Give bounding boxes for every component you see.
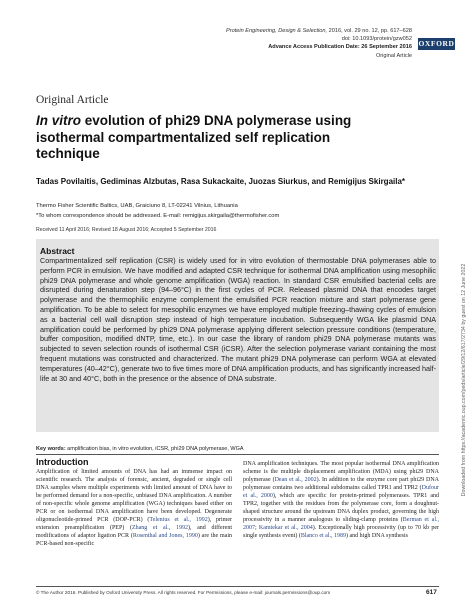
footer-divider xyxy=(36,586,439,587)
journal-volume: 2016, vol. 29 no. 12, pp. 617–628 xyxy=(327,28,412,34)
intro-text: ), and different modifications of adaptor ligation PCR ( xyxy=(36,525,232,539)
title-rest: evolution of phi29 DNA polymerase using isothermal compartmentalized self replication technique xyxy=(36,113,352,161)
download-watermark-text: Downloaded from https://academic.oup.com/peds/article/29/12/617/2734 by guest on 12 June 2022 xyxy=(461,263,467,497)
journal-citation xyxy=(150,27,412,35)
journal-header xyxy=(150,27,412,60)
doi-link[interactable]: doi: 10.1093/protein/gzw052 xyxy=(341,36,412,43)
page-number: 617 xyxy=(426,589,437,596)
advance-access-date: Advance Access Publication Date: 26 September 2016 xyxy=(268,44,412,51)
intro-text: ; xyxy=(255,525,259,531)
title-italic: In vitro xyxy=(36,113,82,128)
citation-link[interactable]: Dufour et al., 2000 xyxy=(243,485,439,499)
divider xyxy=(36,454,439,455)
intro-right-column xyxy=(243,460,439,580)
received-dates: Received 11 April 2016; Revised 18 August 2016; Accepted 5 September 2016 xyxy=(36,227,217,233)
section-label: Original Article xyxy=(36,94,109,106)
intro-text: Amplification of limited amounts of DNA has had an immense impact on scientific research. The analysis of forensic, ancient, degraded or single cell DNA samples where multiple experiments with limited amount of DNA have to be performed demand for a non-specific, unbiased DNA amplification. A number of non-specific whole genome amplification (WGA) techniques based either on PCR or on isothermal DNA amplification have been developed. Degenerate oligonucleotide-primed PCR (DOP-PCR) ( xyxy=(36,469,232,523)
article-type: Original Article xyxy=(375,52,412,59)
abstract-heading: Abstract xyxy=(40,246,75,256)
oxford-logo: OXFORD xyxy=(418,39,455,48)
introduction-heading: Introduction xyxy=(36,457,89,467)
author-list: Tadas Povilaitis, Gediminas Alzbutas, Rasa Sukackaite, Juozas Siurkus, and Remigijus Skirgaila* xyxy=(36,177,406,186)
citation-link[interactable]: Kamtekar et al., 2004 xyxy=(258,525,313,531)
intro-text: ). In addition to the enzyme core part phi29 DNA polymerase contains two additional subdomains called TPR1 and TPR2 ( xyxy=(243,477,439,491)
journal-name: Protein Engineering, Design & Selection, xyxy=(226,28,328,34)
intro-left-column xyxy=(36,468,232,580)
keywords-text: amplification bias, in vitro evolution, iCSR, phi29 DNA polymerase, WGA xyxy=(65,446,244,452)
citation-link[interactable]: Telenius et al., 1992 xyxy=(149,517,208,523)
correspondence-note: *To whom correspondence should be addressed. E-mail: remigijus.skirgaila@thermofisher.com xyxy=(36,213,280,219)
citation-link[interactable]: Rosenthal and Jones, 1990 xyxy=(132,533,198,539)
intro-text: ) are the main PCR-based non-specific xyxy=(36,533,232,547)
intro-text: DNA amplification techniques. The most popular isothermal DNA amplification scheme is the multiple displacement amplification (MDA) using phi29 DNA polymerase ( xyxy=(243,461,439,483)
intro-text: ), primer extension preamplification (PEP) ( xyxy=(36,517,232,531)
keywords-label: Key words: xyxy=(36,446,66,452)
abstract-body: Compartmentalized self replication (CSR) is widely used for in vitro evolution of thermostable DNA polymerases able to perform PCR in emulsion. We have modified and adapted CSR technique for isothermal DNA amplification using mesophilic phi29 DNA polymerase and whole genome amplification (WGA) reaction. In standard CSR emulsified bacterial cells are disrupted during denaturation step (94–96°C) in the first cycles of PCR. Released plasmid DNA that encodes target polymerase and the thermophilic enzyme complement the emulsified PCR reaction mixture and start polymerase gene amplification. To be able to select for mesophilic enzymes we have employed multiple freezing–thawing cycles of emulsion as a bacterial cell wall disruption step instead of high temperature incubation. Subsequently WGA like plasmid DNA amplification could be performed by phi29 DNA polymerase applying different selection pressure conditions (temperature, buffer composition, modified dNTP, time, etc.). In our case the library of random phi29 DNA polymerase mutants was subjected to seven selection rounds of isothermal CSR (iCSR). After the selection polymerase variant containing the most frequent mutations was constructed and characterized. The mutant phi29 DNA polymerase can perform WGA at elevated temperatures (40–42°C), generate two to five times more of DNA amplification products, and has significantly increased half-life at 30 and 40°C, both in the presence or the absence of DNA substrate. xyxy=(40,256,436,383)
citation-link[interactable]: Blanco et al., 1989 xyxy=(300,533,346,539)
citation-link[interactable]: Zhang et al., 1992 xyxy=(131,525,188,531)
intro-text: ). Exceptionally high processivity (up to 70 kb per single synthesis event) ( xyxy=(243,525,439,539)
affiliation: Thermo Fisher Scientific Baltics, UAB, Graiciuno 8, LT-02241 Vilnius, Lithuania xyxy=(36,203,238,209)
article-title xyxy=(36,113,366,163)
copyright-footer: © The Author 2016. Published by Oxford University Press. All rights reserved. For Permissions, please e-mail: journals.permissions@oup.com xyxy=(36,590,331,595)
intro-text: ), which are specific for protein-primed polymerases. TPR1 and TPR2, together with the residues from the polymerase core, form a doughnut-shaped structure around the upstream DNA duplex product, governing the high processivity in a manner analogous to sliding-clamp proteins ( xyxy=(243,493,439,523)
citation-link[interactable]: Berman et al., 2007 xyxy=(243,517,439,531)
citation-link[interactable]: Dean et al., 2002 xyxy=(274,477,317,483)
intro-text: ) and high DNA synthesis xyxy=(345,533,408,539)
keywords xyxy=(36,446,244,452)
download-watermark xyxy=(459,180,469,580)
